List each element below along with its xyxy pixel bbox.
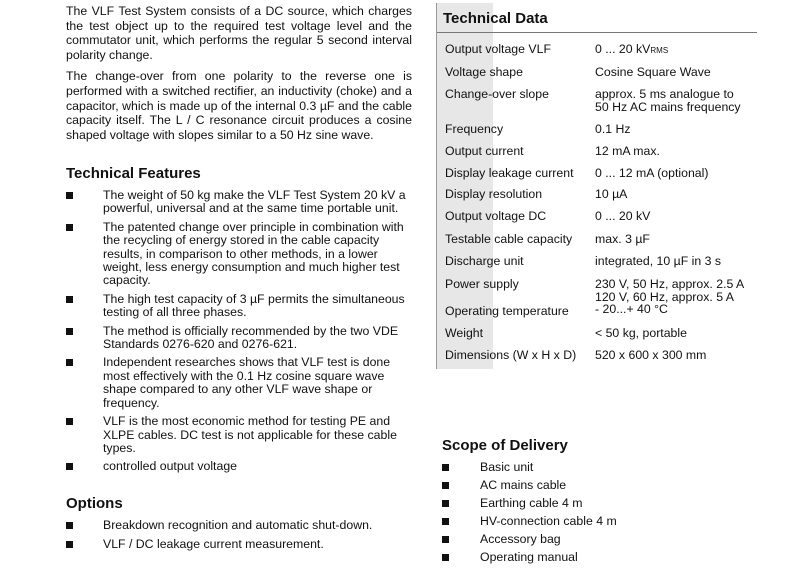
square-bullet-icon [442,554,449,561]
list-item: Breakdown recognition and automatic shut-down. [66,519,406,532]
technical-divider [436,3,437,369]
list-item: controlled output voltage [66,460,406,473]
square-bullet-icon [442,482,449,489]
square-bullet-icon [66,224,73,231]
square-bullet-icon [66,359,73,366]
scope-title: Scope of Delivery [442,437,568,454]
list-item: AC mains cable [442,479,617,492]
scope-list [442,461,617,569]
technical-title: Technical Data [443,10,548,27]
list-item: VLF is the most economic method for testing PE and XLPE cables. DC test is not applicable for these cable types. [66,415,406,455]
square-bullet-icon [442,518,449,525]
square-bullet-icon [442,500,449,507]
square-bullet-icon [442,464,449,471]
list-item: Operating manual [442,551,617,564]
list-item: The weight of 50 kg make the VLF Test System 20 kV a powerful, universal and at the same time portable unit. [66,189,406,216]
list-item: HV-connection cable 4 m [442,515,617,528]
options-list [66,519,406,557]
list-item: Basic unit [442,461,617,474]
square-bullet-icon [66,328,73,335]
list-item: Accessory bag [442,533,617,546]
square-bullet-icon [66,296,73,303]
features-list [66,189,406,479]
square-bullet-icon [66,192,73,199]
features-title: Technical Features [66,165,201,182]
square-bullet-icon [66,522,73,529]
list-item: Earthing cable 4 m [442,497,617,510]
square-bullet-icon [66,463,73,470]
intro-section [66,4,412,149]
options-title: Options [66,495,123,512]
list-item: Independent researches shows that VLF test is done most effectively with the 0.1 Hz cosine square wave shape compared to any other VLF wave shape or frequency. [66,356,406,410]
intro-paragraph-2: The change-over from one polarity to the reverse one is performed with a switched rectifier, an inductivity (choke) and a capacitor, which is made up of the internal 0.3 µF and the cable capacity itself. The L / C resonance circuit produces a cosine shaped voltage with slopes similar to a 50 Hz sine wave. [66,69,412,142]
square-bullet-icon [442,536,449,543]
intro-paragraph-1: The VLF Test System consists of a DC source, which charges the test object up to the required test voltage level and the commutator unit, which performs the regular 5 second interval polarity change. [66,4,412,62]
list-item: The patented change over principle in combination with the recycling of energy stored in the cable capacity results, in comparison to other methods, in a lower weight, less energy consumption and much higher test capacity. [66,221,406,288]
list-item: The method is officially recommended by the two VDE Standards 0276-620 and 0276-621. [66,325,406,352]
list-item: The high test capacity of 3 µF permits the simultaneous testing of all three phases. [66,293,406,320]
square-bullet-icon [66,418,73,425]
square-bullet-icon [66,541,73,548]
list-item: VLF / DC leakage current measurement. [66,538,406,551]
